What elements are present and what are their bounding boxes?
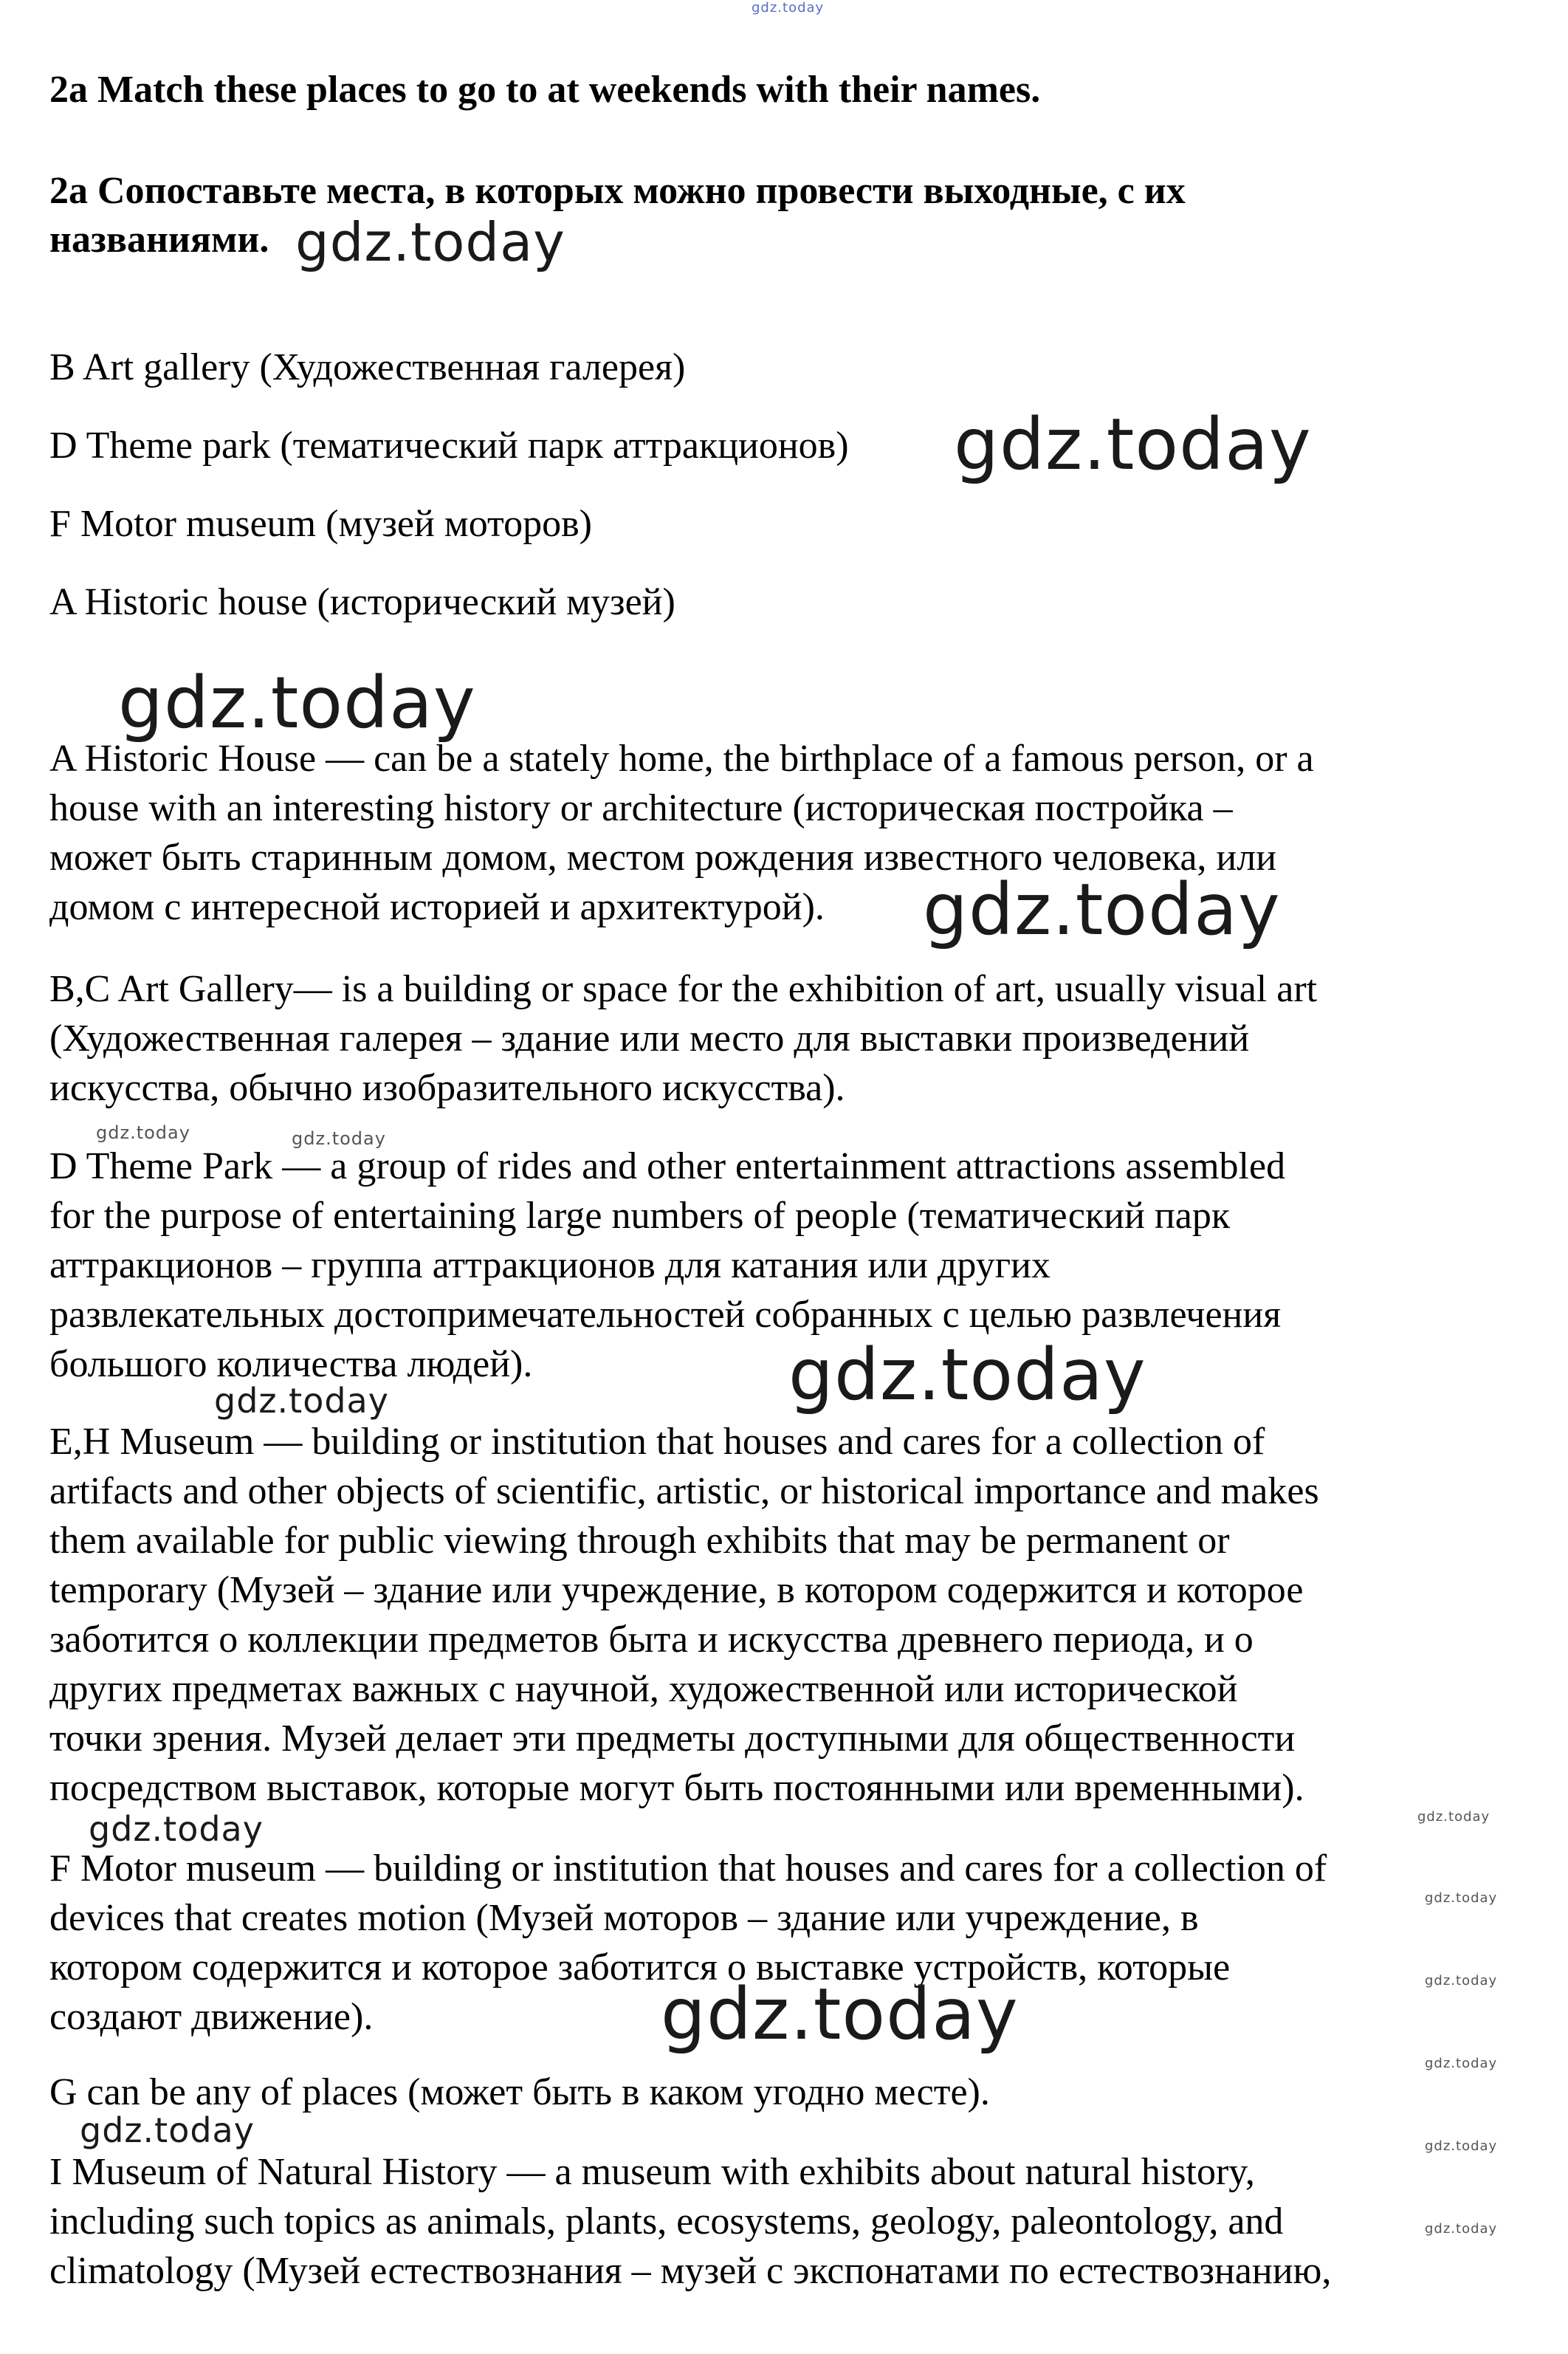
definition-museum-line: посредством выставок, которые могут быть постоянными или временными).: [49, 1767, 1304, 1809]
answer-historic-house: A Historic house (исторический музей): [49, 581, 675, 623]
definition-theme-park-line: большого количества людей).: [49, 1343, 533, 1385]
watermark: gdz.today: [1425, 2056, 1498, 2071]
watermark: gdz.today: [214, 1381, 389, 1421]
definition-museum-line: them available for public viewing through exhibits that may be permanent or: [49, 1520, 1230, 1562]
watermark: gdz.today: [1417, 1809, 1490, 1825]
definition-museum-line: заботится о коллекции предметов быта и искусства древнего периода, и о: [49, 1619, 1254, 1661]
watermark: gdz.today: [1425, 1973, 1498, 1988]
watermark: gdz.today: [1425, 2138, 1498, 2154]
definition-motor-museum-line: создают движение).: [49, 1996, 374, 2038]
definition-motor-museum-line: F Motor museum — building or institution that houses and cares for a collection of: [49, 1847, 1327, 1890]
definition-historic-house-line: домом с интересной историей и архитектурой).: [49, 886, 825, 928]
definition-historic-house-line: A Historic House — can be a stately home, the birthplace of a famous person, or a: [49, 738, 1314, 780]
definition-historic-house-line: может быть старинным домом, местом рождения известного человека, или: [49, 837, 1277, 879]
definition-museum-line: точки зрения. Музей делает эти предметы доступными для общественности: [49, 1718, 1296, 1760]
definition-art-gallery-line: искусства, обычно изобразительного искусства).: [49, 1067, 845, 1109]
answer-motor-museum: F Motor museum (музей моторов): [49, 503, 592, 545]
definition-motor-museum-line: котором содержится и которое заботится о выставке устройств, которые: [49, 1946, 1231, 1988]
definition-any-place-line: G can be any of places (может быть в каком угодно месте).: [49, 2071, 990, 2113]
definition-theme-park-line: аттракционов – группа аттракционов для катания или других: [49, 1244, 1051, 1286]
definition-motor-museum-line: devices that creates motion (Музей моторов – здание или учреждение, в: [49, 1897, 1199, 1939]
definition-museum-line: других предметах важных с научной, художественной или исторической: [49, 1668, 1238, 1710]
watermark: gdz.today: [788, 1334, 1146, 1416]
watermark: gdz.today: [661, 1973, 1019, 2056]
definition-theme-park-line: D Theme Park — a group of rides and other entertainment attractions assembled: [49, 1145, 1286, 1187]
watermark: gdz.today: [118, 662, 476, 744]
watermark: gdz.today: [923, 868, 1281, 951]
definition-museum-line: temporary (Музей – здание или учреждение, в котором содержится и которое: [49, 1569, 1304, 1611]
watermark: gdz.today: [954, 403, 1312, 486]
exercise-heading-ru-line-1: 2a Сопоставьте места, в которых можно провести выходные, с их: [49, 170, 1186, 212]
definition-natural-history-line: including such topics as animals, plants, ecosystems, geology, paleontology, and: [49, 2200, 1284, 2243]
watermark: gdz.today: [295, 211, 565, 273]
definition-theme-park-line: for the purpose of entertaining large numbers of people (тематический парк: [49, 1195, 1231, 1237]
definition-theme-park-line: развлекательных достопримечательностей собранных с целью развлечения: [49, 1294, 1282, 1336]
exercise-heading-en: 2a Match these places to go to at weekends with their names.: [49, 69, 1041, 111]
answer-theme-park: D Theme park (тематический парк аттракционов): [49, 425, 849, 467]
watermark: gdz.today: [1425, 1890, 1498, 1906]
watermark: gdz.today: [292, 1128, 386, 1149]
answer-art-gallery: B Art gallery (Художественная галерея): [49, 346, 686, 388]
definition-art-gallery-line: (Художественная галерея – здание или место для выставки произведений: [49, 1018, 1250, 1060]
watermark: gdz.today: [80, 2110, 255, 2150]
definition-natural-history-line: I Museum of Natural History — a museum with exhibits about natural history,: [49, 2151, 1255, 2193]
watermark: gdz.today: [752, 0, 825, 16]
watermark: gdz.today: [89, 1809, 264, 1849]
definition-museum-line: E,H Museum — building or institution that houses and cares for a collection of: [49, 1421, 1265, 1463]
watermark: gdz.today: [96, 1122, 190, 1143]
exercise-heading-ru-line-2: названиями.: [49, 219, 269, 261]
definition-historic-house-line: house with an interesting history or architecture (историческая постройка –: [49, 787, 1233, 829]
watermark: gdz.today: [1425, 2221, 1498, 2237]
definition-museum-line: artifacts and other objects of scientific, artistic, or historical importance and makes: [49, 1470, 1319, 1512]
definition-natural-history-line: climatology (Музей естествознания – музей с экспонатами по естествознанию,: [49, 2250, 1332, 2292]
definition-art-gallery-line: B,C Art Gallery— is a building or space for the exhibition of art, usually visual art: [49, 968, 1318, 1010]
